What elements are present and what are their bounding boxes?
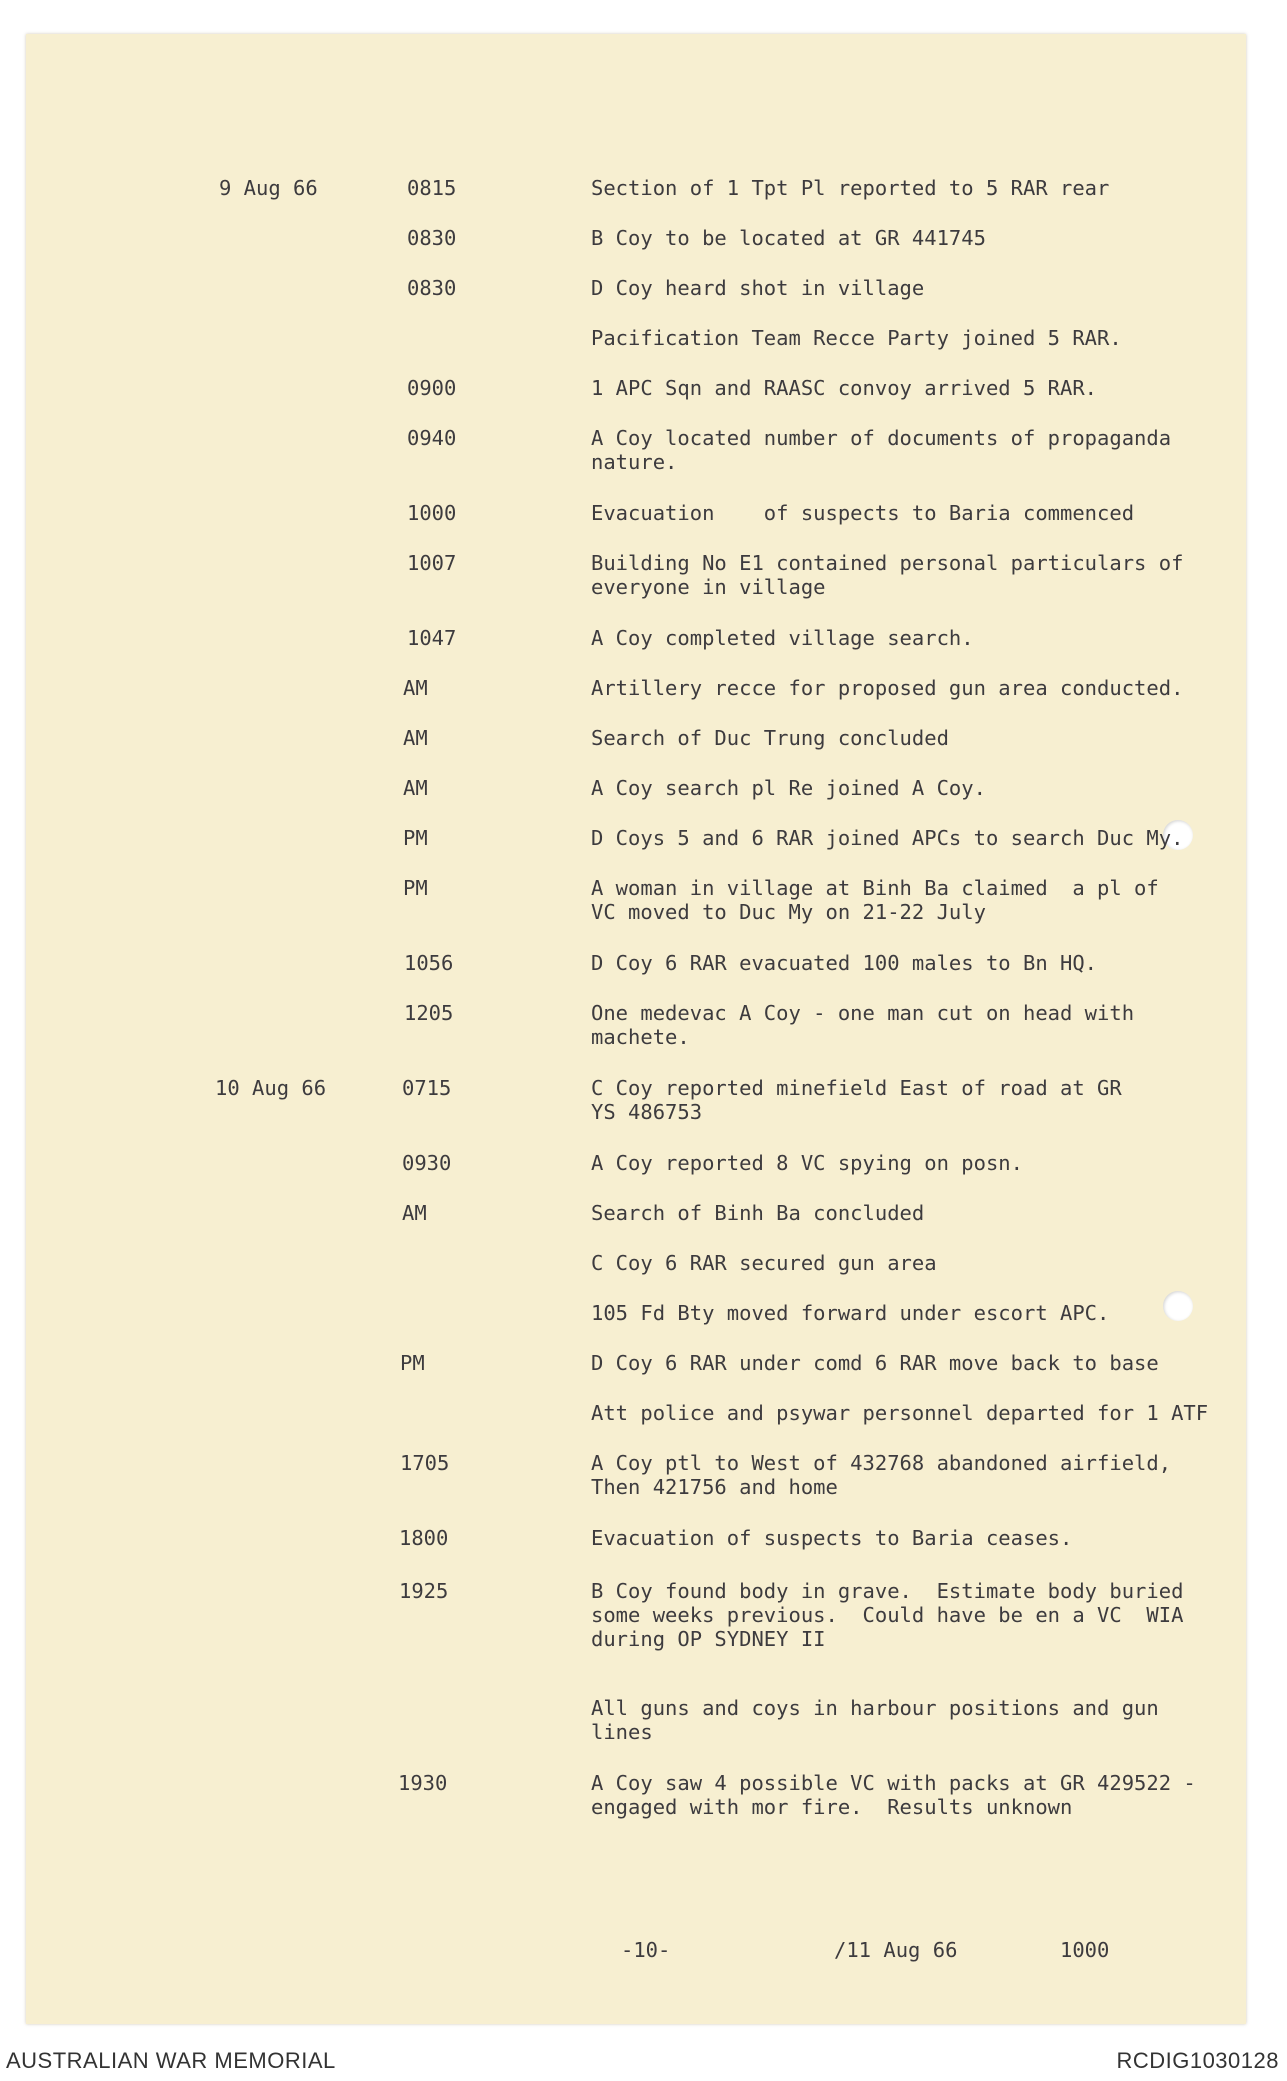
- entry-time: 1047: [407, 626, 457, 650]
- entry-time: PM: [400, 1351, 425, 1375]
- entry-time: 0715: [402, 1076, 452, 1100]
- entry-time: 1205: [404, 1001, 454, 1025]
- entry-time: AM: [403, 676, 428, 700]
- entry-text: A Coy located number of documents of propaganda nature.: [591, 426, 1172, 474]
- entry-text: C Coy reported minefield East of road at GR YS 486753: [591, 1076, 1122, 1124]
- entry-text: A woman in village at Binh Ba claimed a pl of VC moved to Duc My on 21-22 July: [591, 876, 1159, 924]
- entry-text: B Coy found body in grave. Estimate body buried some weeks previous. Could have be en a VC WIA during OP SYDNEY II: [591, 1579, 1184, 1651]
- entry-date: 9 Aug 66: [219, 176, 318, 200]
- page-number: -10-: [621, 1938, 671, 1962]
- entry-time: 1925: [399, 1579, 449, 1603]
- entry-text: 1 APC Sqn and RAASC convoy arrived 5 RAR.: [591, 376, 1098, 400]
- entry-time: 1000: [407, 501, 457, 525]
- entry-text: D Coy 6 RAR under comd 6 RAR move back to base: [591, 1351, 1159, 1375]
- continuation-date: /11 Aug 66: [834, 1938, 958, 1962]
- entry-time: 0830: [407, 276, 457, 300]
- entry-time: 1007: [407, 551, 457, 575]
- archive-label: AUSTRALIAN WAR MEMORIAL: [6, 2048, 336, 2073]
- entry-text: A Coy saw 4 possible VC with packs at GR 429522 - engaged with mor fire. Results unknown: [591, 1771, 1196, 1819]
- entry-text: A Coy search pl Re joined A Coy.: [591, 776, 986, 800]
- entry-text: Search of Duc Trung concluded: [591, 726, 949, 750]
- entry-text: D Coy 6 RAR evacuated 100 males to Bn HQ.: [591, 951, 1098, 975]
- entry-text: Section of 1 Tpt Pl reported to 5 RAR rear: [591, 176, 1110, 200]
- entry-text: B Coy to be located at GR 441745: [591, 226, 986, 250]
- entry-time: 0900: [407, 376, 457, 400]
- entry-time: 0830: [407, 226, 457, 250]
- entry-text: A Coy reported 8 VC spying on posn.: [591, 1151, 1023, 1175]
- entry-text: Evacuation of suspects to Baria commenced: [591, 501, 1135, 525]
- archive-id: RCDIG1030128: [1116, 2048, 1279, 2073]
- entry-text: D Coy heard shot in village: [591, 276, 925, 300]
- entry-text: Evacuation of suspects to Baria ceases.: [591, 1526, 1073, 1550]
- entry-text: One medevac A Coy - one man cut on head with machete.: [591, 1001, 1135, 1049]
- continuation-time: 1000: [1060, 1938, 1110, 1962]
- entry-time: 0930: [402, 1151, 452, 1175]
- entry-text: D Coys 5 and 6 RAR joined APCs to search Duc My.: [591, 826, 1184, 850]
- entry-text: Search of Binh Ba concluded: [591, 1201, 925, 1225]
- entry-text: Building No E1 contained personal particulars of everyone in village: [591, 551, 1184, 599]
- entry-text: A Coy completed village search.: [591, 626, 974, 650]
- entry-time: 1930: [398, 1771, 448, 1795]
- entry-time: 0940: [407, 426, 457, 450]
- entry-text: A Coy ptl to West of 432768 abandoned airfield, Then 421756 and home: [591, 1451, 1172, 1499]
- entry-time: AM: [403, 726, 428, 750]
- entry-time: AM: [402, 1201, 427, 1225]
- entry-time: AM: [403, 776, 428, 800]
- entry-text: Pacification Team Recce Party joined 5 RAR.: [591, 326, 1122, 350]
- entry-time: PM: [403, 876, 428, 900]
- entry-text: All guns and coys in harbour positions and gun lines: [591, 1696, 1159, 1744]
- entry-text: 105 Fd Bty moved forward under escort APC.: [591, 1301, 1110, 1325]
- document-page: [26, 34, 1246, 2024]
- entry-text: Artillery recce for proposed gun area conducted.: [591, 676, 1184, 700]
- entry-time: PM: [403, 826, 428, 850]
- entry-date: 10 Aug 66: [215, 1076, 327, 1100]
- entry-time: 1800: [399, 1526, 449, 1550]
- entry-text: C Coy 6 RAR secured gun area: [591, 1251, 937, 1275]
- entry-time: 1705: [400, 1451, 450, 1475]
- entry-text: Att police and psywar personnel departed for 1 ATF: [591, 1401, 1209, 1425]
- entry-time: 1056: [404, 951, 454, 975]
- entry-time: 0815: [407, 176, 457, 200]
